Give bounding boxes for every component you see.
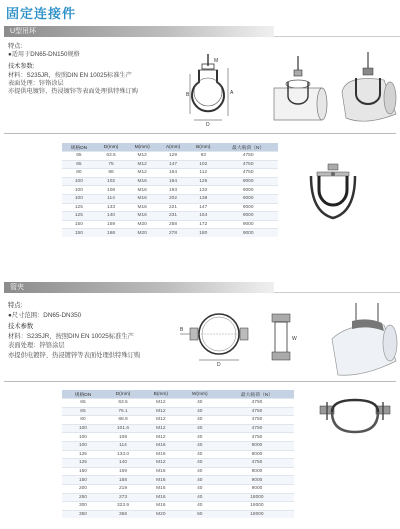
table-row: [62, 160, 278, 169]
tech-surface: 表面处理：锌铬涂层: [8, 79, 64, 87]
table-cell: 4750: [218, 160, 278, 169]
table-cell: 63.5: [96, 152, 127, 161]
table-cell: 40: [180, 433, 220, 442]
table-row: [62, 416, 294, 425]
table-cell: M16: [126, 177, 158, 186]
table-cell: 60: [180, 510, 220, 518]
table-cell: 100: [62, 424, 104, 433]
svg-text:B: B: [186, 92, 190, 98]
table-cell: 114: [104, 441, 142, 450]
table-row: [62, 169, 278, 178]
table-cell: 80: [62, 416, 104, 425]
tech-options: 亦提供电镀锌、热浸镀锌等表面处理供特殊订购: [8, 351, 141, 359]
table-cell: 9000: [218, 194, 278, 203]
table-cell: 250: [62, 493, 104, 502]
table-cell: M16: [142, 476, 180, 485]
table-cell: 40: [180, 476, 220, 485]
column-header: A(mm): [158, 143, 188, 152]
table-cell: 40: [180, 441, 220, 450]
table-row: [62, 212, 278, 221]
table-cell: 100: [62, 194, 96, 203]
table-cell: 273: [104, 493, 142, 502]
table-cell: 65: [62, 160, 96, 169]
svg-text:W: W: [292, 336, 297, 342]
u-hanger-3d-view: [336, 52, 398, 128]
table-cell: 4750: [220, 416, 294, 425]
section2-divider: [4, 381, 396, 382]
table-cell: 65: [62, 152, 96, 161]
table-row: [62, 194, 278, 203]
table-cell: 4750: [220, 407, 294, 416]
table-cell: 150: [62, 476, 104, 485]
table-row: [62, 399, 294, 408]
pipe-clamp-on-pipe-view: [328, 303, 400, 381]
table-header-row: [62, 143, 278, 152]
table-cell: 93: [188, 152, 218, 161]
table-cell: 102: [188, 160, 218, 169]
table-row: [62, 441, 294, 450]
table-cell: M12: [142, 424, 180, 433]
table-cell: 65: [62, 399, 104, 408]
table-cell: 40: [180, 450, 220, 459]
table-cell: 9000: [220, 476, 294, 485]
table-cell: 40: [180, 493, 220, 502]
table-row: [62, 484, 294, 493]
table-cell: 133: [96, 203, 127, 212]
table-cell: 40: [180, 467, 220, 476]
column-header: 最大载荷（N）: [220, 390, 294, 399]
table-cell: 125: [62, 212, 96, 221]
table-cell: 40: [180, 484, 220, 493]
svg-text:A: A: [230, 90, 234, 96]
table-row: [62, 152, 278, 161]
table-cell: 154: [188, 212, 218, 221]
table-cell: M12: [142, 416, 180, 425]
table-cell: 147: [158, 160, 188, 169]
clevis-hanger-image: [303, 162, 363, 228]
table-cell: 164: [158, 169, 188, 178]
u-hanger-drawing: [186, 52, 261, 127]
table-cell: 88.9: [104, 416, 142, 425]
table-cell: 4750: [218, 152, 278, 161]
table-cell: 168: [96, 229, 127, 237]
table-cell: M12: [142, 433, 180, 442]
table-cell: M12: [142, 399, 180, 408]
table-cell: 202: [158, 194, 188, 203]
table-cell: 300: [62, 502, 104, 511]
table-row: [62, 502, 294, 511]
table-cell: M16: [142, 441, 180, 450]
column-header: 规格DN: [62, 390, 104, 399]
table-row: [62, 177, 278, 186]
pipe-clamp-spec-table: [62, 390, 294, 518]
column-header: B(mm): [188, 143, 218, 152]
table-cell: 150: [62, 467, 104, 476]
section1-divider: [4, 133, 396, 134]
table-cell: 63.5: [104, 399, 142, 408]
table-cell: 100: [62, 186, 96, 195]
table-cell: M16: [142, 493, 180, 502]
table-cell: 193: [158, 186, 188, 195]
table-cell: 76.1: [104, 407, 142, 416]
u-hanger-spec-table: [62, 143, 278, 237]
table-cell: M20: [126, 229, 158, 237]
table-cell: 125: [62, 459, 104, 468]
table-cell: M20: [142, 510, 180, 518]
svg-text:D: D: [217, 362, 221, 368]
table-cell: 147: [188, 203, 218, 212]
tech-options: 亦提供电镀锌、热浸镀锌等表面处理供特殊订购: [8, 88, 138, 96]
table-row: [62, 450, 294, 459]
table-cell: 40: [180, 416, 220, 425]
table-cell: 159: [96, 220, 127, 229]
table-cell: M12: [126, 152, 158, 161]
table-cell: 323.9: [104, 502, 142, 511]
page-title: 固定连接件: [6, 6, 77, 21]
table-cell: 140: [96, 212, 127, 221]
column-header: W(mm): [180, 390, 220, 399]
table-cell: 9000: [218, 177, 278, 186]
svg-text:B: B: [180, 327, 184, 333]
section-header-pipe-clamp: [4, 282, 274, 293]
section1-text: [8, 43, 138, 96]
table-cell: M16: [126, 186, 158, 195]
table-cell: 221: [158, 203, 188, 212]
table-cell: 350: [62, 510, 104, 518]
table-cell: 180: [188, 229, 218, 237]
table-cell: 4750: [218, 169, 278, 178]
table-row: [62, 510, 294, 518]
u-hanger-on-pipe-view: [272, 56, 332, 126]
table-cell: 129: [158, 152, 188, 161]
table-cell: M16: [142, 450, 180, 459]
column-header: D(mm): [104, 390, 142, 399]
table-row: [62, 476, 294, 485]
table-row: [62, 493, 294, 502]
table-cell: M16: [126, 194, 158, 203]
table-cell: 140: [104, 459, 142, 468]
table-cell: 278: [158, 229, 188, 237]
table-cell: 9000: [220, 441, 294, 450]
table-cell: 100: [62, 177, 96, 186]
table-cell: 172: [188, 220, 218, 229]
column-header: 规格DN: [62, 143, 96, 152]
tech-heading: 技术参数:: [8, 63, 35, 71]
table-cell: 125: [62, 203, 96, 212]
table-cell: 9000: [220, 484, 294, 493]
table-row: [62, 467, 294, 476]
table-cell: 133.0: [104, 450, 142, 459]
table-cell: 168: [104, 476, 142, 485]
table-cell: 40: [180, 399, 220, 408]
table-cell: 108: [96, 186, 127, 195]
pipe-clamp-side-view: [264, 314, 300, 360]
table-cell: 9000: [218, 220, 278, 229]
features-heading: 特点:: [8, 43, 23, 50]
table-cell: 9000: [218, 186, 278, 195]
table-cell: 18000: [220, 493, 294, 502]
table-cell: M12: [126, 169, 158, 178]
svg-text:D: D: [206, 122, 210, 128]
table-cell: 219: [104, 484, 142, 493]
table-cell: M16: [142, 484, 180, 493]
features-heading: 特点:: [8, 302, 23, 309]
table-cell: 40: [180, 502, 220, 511]
table-header-row: [62, 390, 294, 399]
table-cell: 150: [62, 220, 96, 229]
table-cell: 100: [62, 433, 104, 442]
table-cell: 40: [180, 424, 220, 433]
table-row: [62, 424, 294, 433]
table-row: [62, 186, 278, 195]
table-cell: 65: [62, 407, 104, 416]
table-cell: 112: [188, 169, 218, 178]
table-cell: 4750: [220, 399, 294, 408]
table-row: [62, 433, 294, 442]
table-cell: 9000: [220, 450, 294, 459]
table-cell: M20: [126, 220, 158, 229]
table-cell: 150: [62, 229, 96, 237]
table-cell: 258: [158, 220, 188, 229]
table-cell: 40: [180, 459, 220, 468]
tech-material: 材料：S235JR，按照DIN EN 10025标准生产: [8, 71, 132, 79]
column-header: B(mm): [142, 390, 180, 399]
table-cell: M12: [142, 459, 180, 468]
table-cell: 4750: [220, 424, 294, 433]
tech-material: 材料：S235JR，按照DIN EN 10025标准生产: [8, 332, 134, 340]
table-cell: 18000: [220, 510, 294, 518]
section2-text: [8, 301, 140, 360]
table-cell: 88: [96, 169, 127, 178]
table-cell: 100: [62, 441, 104, 450]
column-header: 最大载荷（N）: [218, 143, 278, 152]
table-cell: 4750: [220, 459, 294, 468]
table-cell: 75: [96, 160, 127, 169]
svg-text:M: M: [214, 58, 219, 64]
table-cell: 102: [96, 177, 127, 186]
feature-item: ●尺寸范围：DN65-DN350: [8, 311, 82, 319]
tech-heading: 技术参数: [8, 323, 34, 330]
table-row: [62, 459, 294, 468]
table-cell: 4750: [220, 433, 294, 442]
table-cell: 9000: [220, 467, 294, 476]
table-cell: M12: [126, 160, 158, 169]
table-cell: 184: [158, 177, 188, 186]
table-cell: 159: [104, 467, 142, 476]
table-cell: 231: [158, 212, 188, 221]
table-row: [62, 229, 278, 237]
table-cell: M16: [126, 212, 158, 221]
table-cell: 114: [96, 194, 127, 203]
table-row: [62, 407, 294, 416]
table-row: [62, 220, 278, 229]
table-row: [62, 203, 278, 212]
table-cell: 9000: [218, 212, 278, 221]
table-cell: M16: [126, 203, 158, 212]
table-cell: 9000: [218, 203, 278, 212]
section-title: U型吊环: [10, 28, 37, 35]
pipe-clamp-drawing: [180, 304, 258, 368]
pipe-clamp-image: [318, 398, 392, 448]
column-header: D(mm): [96, 143, 127, 152]
table-cell: M16: [142, 467, 180, 476]
table-cell: 138: [188, 194, 218, 203]
feature-item: ●适用于DN65-DN150规格: [8, 51, 80, 59]
table-cell: 9000: [218, 229, 278, 237]
column-header: M(mm): [126, 143, 158, 152]
table-cell: 108: [104, 433, 142, 442]
table-cell: 356: [104, 510, 142, 518]
table-cell: 101.6: [104, 424, 142, 433]
table-cell: 125: [62, 450, 104, 459]
section-header-u-hanger: [4, 26, 274, 37]
table-cell: 40: [180, 407, 220, 416]
table-cell: 126: [188, 177, 218, 186]
table-cell: 80: [62, 169, 96, 178]
table-cell: 18000: [220, 502, 294, 511]
section-title: 管夹: [10, 284, 24, 291]
table-cell: 132: [188, 186, 218, 195]
tech-surface: 表面处理：锌铬涂层: [8, 342, 65, 349]
table-cell: 200: [62, 484, 104, 493]
table-cell: M12: [142, 407, 180, 416]
table-cell: M16: [142, 502, 180, 511]
